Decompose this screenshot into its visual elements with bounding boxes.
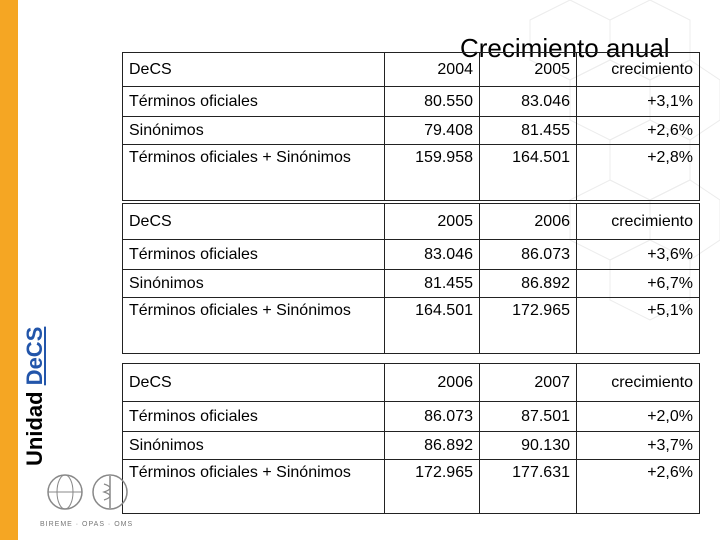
row-label: Términos oficiales + Sinónimos [123, 145, 385, 201]
table-row [123, 402, 700, 432]
growth-table-2006-2007 [122, 363, 700, 514]
row-value-a: 81.455 [385, 270, 480, 298]
row-label: Sinónimos [123, 432, 385, 460]
header-label: DeCS [123, 204, 385, 240]
header-label: DeCS [123, 364, 385, 402]
table-row [123, 145, 700, 201]
row-growth: +6,7% [577, 270, 700, 298]
row-value-a: 86.073 [385, 402, 480, 432]
row-label: Términos oficiales [123, 240, 385, 270]
row-label: Términos oficiales [123, 87, 385, 117]
row-value-a: 83.046 [385, 240, 480, 270]
row-label: Sinónimos [123, 270, 385, 298]
logo-caption: BIREME · OPAS · OMS [40, 521, 134, 528]
row-growth: +5,1% [577, 298, 700, 354]
row-value-b: 86.073 [480, 240, 577, 270]
header-year-a: 2004 [385, 53, 480, 87]
row-value-a: 159.958 [385, 145, 480, 201]
row-value-a: 164.501 [385, 298, 480, 354]
row-value-a: 79.408 [385, 117, 480, 145]
row-label: Sinónimos [123, 117, 385, 145]
row-growth: +2,0% [577, 402, 700, 432]
row-label: Términos oficiales + Sinónimos [123, 298, 385, 354]
header-label: DeCS [123, 53, 385, 87]
header-growth: crecimiento [577, 53, 700, 87]
table-row [123, 270, 700, 298]
header-year-a: 2005 [385, 204, 480, 240]
table-row [123, 432, 700, 460]
row-value-b: 86.892 [480, 270, 577, 298]
table-header-row [123, 204, 700, 240]
row-value-b: 164.501 [480, 145, 577, 201]
row-growth: +3,6% [577, 240, 700, 270]
header-year-b: 2006 [480, 204, 577, 240]
header-year-b: 2007 [480, 364, 577, 402]
row-growth: +3,7% [577, 432, 700, 460]
table-row [123, 298, 700, 354]
table-header-row [123, 53, 700, 87]
row-growth: +2,8% [577, 145, 700, 201]
row-label: Términos oficiales + Sinónimos [123, 460, 385, 514]
row-growth: +2,6% [577, 460, 700, 514]
page-title: Crecimiento anual [460, 33, 670, 63]
row-value-b: 87.501 [480, 402, 577, 432]
organization-logos [40, 470, 140, 530]
globe-emblem-icon [40, 470, 140, 514]
side-title-decs-link[interactable]: DeCS [22, 326, 47, 386]
row-value-a: 172.965 [385, 460, 480, 514]
row-value-a: 80.550 [385, 87, 480, 117]
header-growth: crecimiento [577, 204, 700, 240]
table-row [123, 87, 700, 117]
row-value-b: 177.631 [480, 460, 577, 514]
header-year-b: 2005 [480, 53, 577, 87]
row-value-b: 90.130 [480, 432, 577, 460]
side-title-unidad: Unidad [22, 391, 47, 466]
table-row [123, 240, 700, 270]
row-value-a: 86.892 [385, 432, 480, 460]
table-header-row [123, 364, 700, 402]
table-row [123, 460, 700, 514]
header-growth: crecimiento [577, 364, 700, 402]
header-year-a: 2006 [385, 364, 480, 402]
growth-table-2005-2006 [122, 203, 700, 354]
orange-accent-bar [0, 0, 18, 540]
row-value-b: 81.455 [480, 117, 577, 145]
growth-table-2004-2005 [122, 52, 700, 201]
row-value-b: 83.046 [480, 87, 577, 117]
row-label: Términos oficiales [123, 402, 385, 432]
row-growth: +3,1% [577, 87, 700, 117]
row-value-b: 172.965 [480, 298, 577, 354]
side-title [20, 296, 50, 466]
table-row [123, 117, 700, 145]
row-growth: +2,6% [577, 117, 700, 145]
